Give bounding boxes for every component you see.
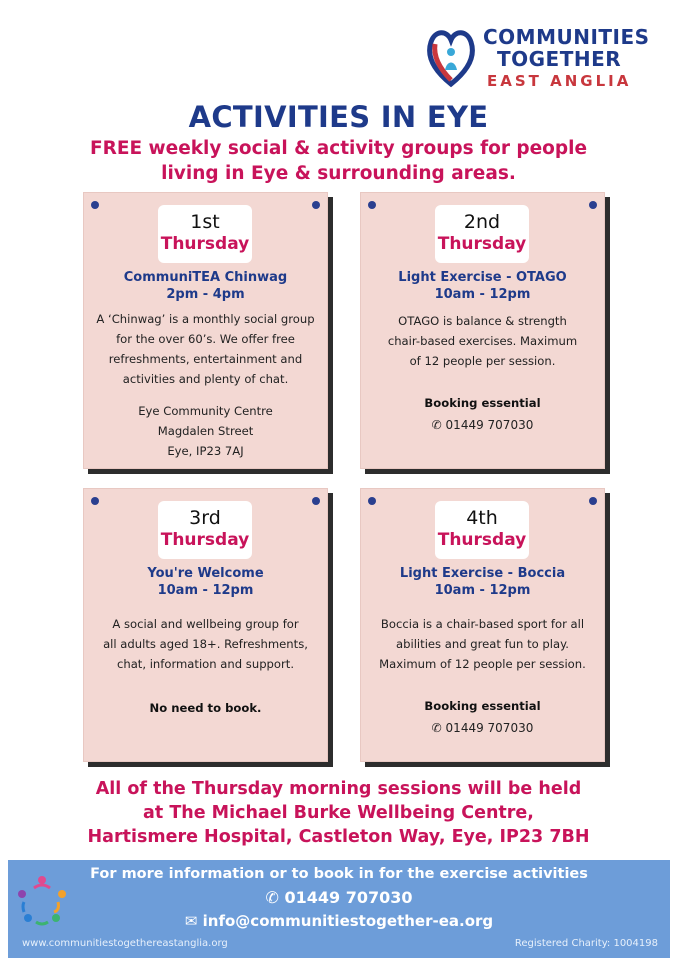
description-line: all adults aged 18+. Refreshments,: [103, 637, 308, 651]
subtitle-line-1: FREE weekly social & activity groups for people: [89, 138, 588, 159]
description-line: Maximum of 12 people per session.: [379, 657, 586, 671]
card-3rd-thursday: [83, 488, 328, 762]
weekday: Thursday: [437, 530, 527, 550]
activity-name: CommuniTEA Chinwag: [123, 270, 288, 285]
description-line: abilities and great fun to play.: [396, 637, 569, 651]
booking-note: No need to book.: [149, 701, 262, 715]
activity-description: [365, 614, 600, 674]
activity-title: [84, 565, 327, 599]
contact-email-text[interactable]: info@communitiestogether-ea.org: [202, 912, 494, 930]
dot-icon: [312, 201, 320, 209]
booking-note: Booking essential: [424, 699, 541, 713]
card-1st-thursday: [83, 192, 328, 469]
activity-title: [84, 269, 327, 303]
activity-name: You're Welcome: [147, 566, 264, 581]
activity-title: [361, 565, 604, 599]
day-tag: [158, 501, 252, 559]
dot-icon: [368, 201, 376, 209]
address-line: Magdalen Street: [157, 424, 254, 438]
description-line: for the over 60’s. We offer free: [116, 332, 295, 346]
dot-icon: [312, 497, 320, 505]
week-number: 2nd: [463, 211, 501, 233]
description-line: Boccia is a chair-based sport for all: [380, 617, 585, 631]
description-line: A social and wellbeing group for: [112, 617, 299, 631]
weekday: Thursday: [160, 530, 250, 550]
venue-message: [20, 777, 657, 849]
info-text: For more information or to book in for the exercise activities: [90, 866, 588, 882]
card-2nd-thursday: [360, 192, 605, 469]
day-tag: [435, 205, 529, 263]
phone-icon: ✆: [431, 418, 442, 432]
week-number: 4th: [466, 507, 498, 529]
dot-icon: [91, 201, 99, 209]
phone-text: 01449 707030: [445, 418, 534, 432]
phone-text: 01449 707030: [445, 721, 534, 735]
dot-icon: [589, 497, 597, 505]
logo: [425, 22, 655, 94]
day-tag: [435, 501, 529, 559]
dot-icon: [368, 497, 376, 505]
subtitle: [40, 136, 637, 186]
venue-line-2: at The Michael Burke Wellbeing Centre,: [143, 803, 534, 823]
day-tag: [158, 205, 252, 263]
weekday: Thursday: [437, 234, 527, 254]
phone-icon: ✆: [265, 888, 279, 907]
venue-line-1: All of the Thursday morning sessions will be held: [95, 779, 582, 799]
address-line: Eye Community Centre: [138, 404, 273, 418]
contact-email[interactable]: [8, 912, 670, 930]
subtitle-line-2: living in Eye & surrounding areas.: [161, 163, 516, 184]
contact-phone-text: 01449 707030: [284, 888, 413, 907]
description-line: chat, information and support.: [116, 657, 295, 671]
week-number: 1st: [190, 211, 220, 233]
activity-description: [88, 614, 323, 674]
activity-title: [361, 269, 604, 303]
activity-time: 2pm - 4pm: [166, 287, 245, 302]
booking-note: Booking essential: [424, 396, 541, 410]
heart-logo-icon: [425, 24, 477, 88]
description-line: refreshments, entertainment and: [108, 352, 303, 366]
dot-icon: [589, 201, 597, 209]
description-line: A ‘Chinwag’ is a monthly social group: [96, 312, 315, 326]
activity-name: Light Exercise - OTAGO: [398, 270, 567, 285]
activity-time: 10am - 12pm: [434, 287, 531, 302]
card-4th-thursday: [360, 488, 605, 762]
activity-description: [88, 309, 323, 389]
activity-description: [365, 311, 600, 371]
dot-icon: [91, 497, 99, 505]
week-number: 3rd: [189, 507, 221, 529]
logo-text-east-anglia: EAST ANGLIA: [487, 72, 632, 90]
charity-number: Registered Charity: 1004198: [514, 938, 658, 949]
description-line: OTAGO is balance & strength: [398, 314, 567, 328]
website-link[interactable]: www.communitiestogethereastanglia.org: [22, 938, 228, 949]
contact-phone: [8, 888, 670, 907]
venue-line-3: Hartismere Hospital, Castleton Way, Eye, IP23 7BH: [87, 827, 590, 847]
activity-time: 10am - 12pm: [157, 583, 254, 598]
page-title: ACTIVITIES IN EYE: [188, 100, 489, 134]
weekday: Thursday: [160, 234, 250, 254]
description-line: activities and plenty of chat.: [122, 372, 289, 386]
venue-address: [88, 401, 323, 461]
logo-text-together: TOGETHER: [497, 47, 622, 71]
activity-name: Light Exercise - Boccia: [399, 566, 566, 581]
contact-bar: [8, 860, 670, 958]
phone-number: [361, 721, 604, 735]
description-line: chair-based exercises. Maximum: [387, 334, 578, 348]
phone-icon: ✆: [431, 721, 442, 735]
phone-number: [361, 418, 604, 432]
address-line: Eye, IP23 7AJ: [167, 444, 244, 458]
envelope-icon: ✉: [184, 912, 198, 930]
activity-time: 10am - 12pm: [434, 583, 531, 598]
logo-text-communities: COMMUNITIES: [483, 25, 650, 49]
description-line: of 12 people per session.: [409, 354, 556, 368]
